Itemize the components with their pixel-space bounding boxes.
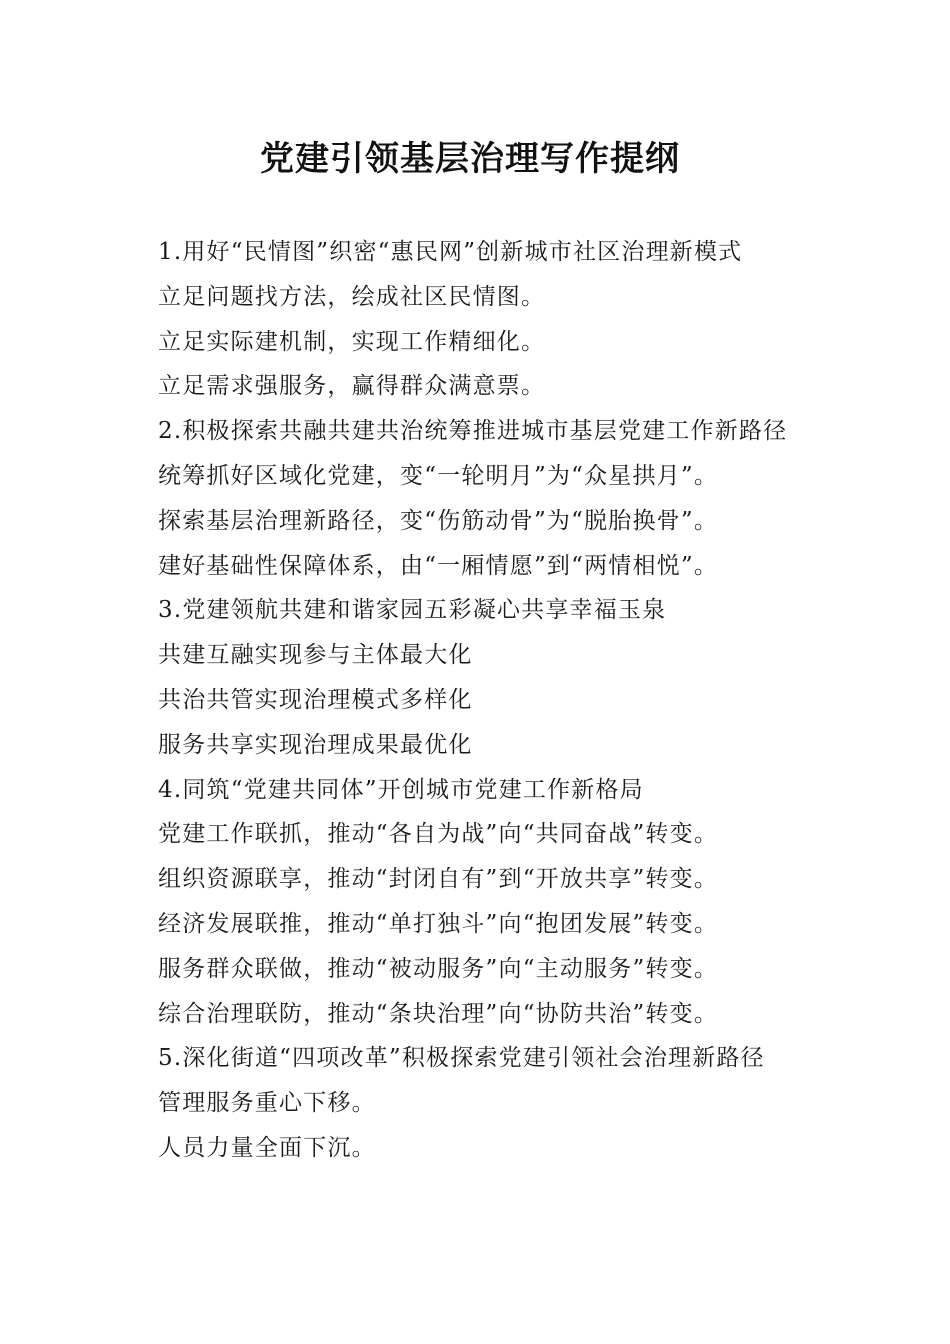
outline-heading-1: 1.用好“民情图”织密“惠民网”创新城市社区治理新模式 bbox=[158, 239, 743, 265]
outline-heading-2: 2.积极探索共融共建共治统筹推进城市基层党建工作新路径 bbox=[158, 418, 788, 445]
outline-line: 经济发展联推，推动“单打独斗”向“抱团发展”转变。 bbox=[158, 910, 719, 937]
outline-line: 服务共享实现治理成果最优化 bbox=[158, 731, 473, 758]
outline-line: 党建工作联抓，推动“各自为战”向“共同奋战”转变。 bbox=[158, 821, 719, 848]
document-title: 党建引领基层治理写作提纲 bbox=[260, 139, 680, 179]
outline-line: 共建互融实现参与主体最大化 bbox=[158, 642, 473, 669]
outline-heading-5: 5.深化街道“四项改革”积极探索党建引领社会治理新路径 bbox=[158, 1045, 765, 1072]
outline-heading-3: 3.党建领航共建和谐家园五彩凝心共享幸福玉泉 bbox=[158, 597, 667, 624]
outline-line: 综合治理联防，推动“条块治理”向“协防共治”转变。 bbox=[158, 1000, 719, 1027]
outline-line: 组织资源联享，推动“封闭自有”到“开放共享”转变。 bbox=[158, 866, 719, 893]
outline-line: 立足问题找方法，绘成社区民情图。 bbox=[158, 283, 546, 310]
outline-heading-4: 4.同筑“党建共同体”开创城市党建工作新格局 bbox=[158, 776, 644, 803]
outline-line: 探索基层治理新路径，变“伤筋动骨”为“脱胎换骨”。 bbox=[158, 507, 719, 534]
outline-line: 建好基础性保障体系，由“一厢情愿”到“两情相悦”。 bbox=[158, 552, 719, 579]
document-body bbox=[158, 230, 838, 1171]
outline-line: 管理服务重心下移。 bbox=[158, 1090, 376, 1117]
outline-line: 共治共管实现治理模式多样化 bbox=[158, 686, 473, 713]
outline-line: 统筹抓好区域化党建，变“一轮明月”为“众星拱月”。 bbox=[158, 462, 719, 489]
outline-line: 立足实际建机制，实现工作精细化。 bbox=[158, 328, 546, 355]
outline-line: 立足需求强服务，赢得群众满意票。 bbox=[158, 373, 546, 400]
outline-line: 服务群众联做，推动“被动服务”向“主动服务”转变。 bbox=[158, 955, 719, 982]
outline-line: 人员力量全面下沉。 bbox=[158, 1134, 376, 1161]
